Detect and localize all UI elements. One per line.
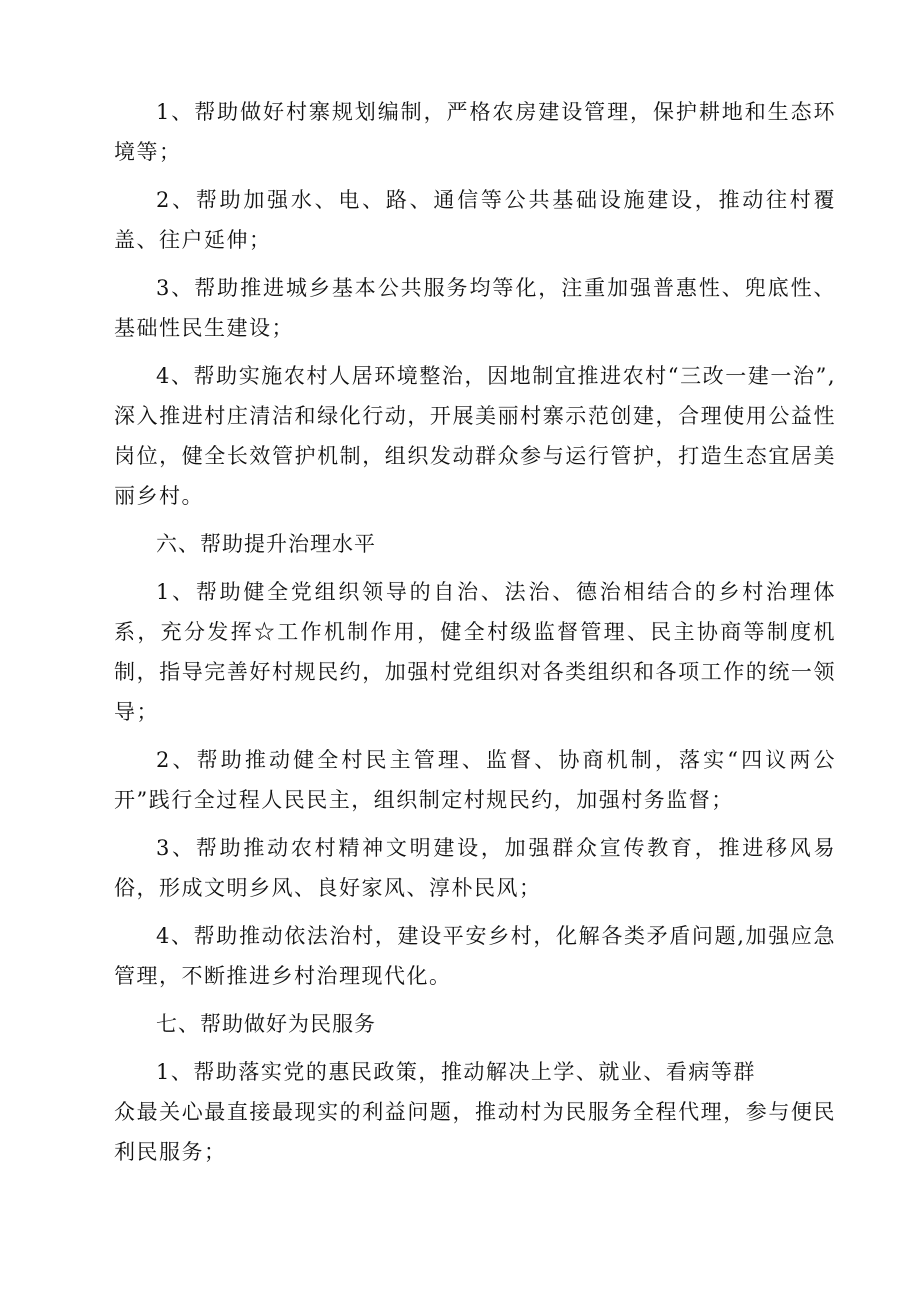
paragraph-6-2: 2、帮助推动健全村民主管理、监督、协商机制，落实“四议两公开”践行全过程人民民主，组织制定村规民约，加强村务监督； xyxy=(114,748,836,812)
paragraph-5-1: 1、帮助做好村寨规划编制，严格农房建设管理，保护耕地和生态环境等； xyxy=(114,100,836,164)
section-heading-7: 七、帮助做好为民服务 xyxy=(156,1012,376,1036)
paragraph-5-4: 4、帮助实施农村人居环境整治，因地制宜推进农村“三改一建一治”,深入推进村庄清洁和绿化行动，开展美丽村寨示范创建，合理使用公益性岗位，健全长效管护机制，组织发动群众参与运行管护，打造生态宜居美丽乡村。 xyxy=(114,364,836,508)
paragraph-6-3: 3、帮助推动农村精神文明建设，加强群众宣传教育，推进移风易俗，形成文明乡风、良好家风、淳朴民风； xyxy=(114,836,836,900)
paragraph-7-1 xyxy=(114,1052,836,1172)
paragraph-5-2: 2、帮助加强水、电、路、通信等公共基础设施建设，推动往村覆盖、往户延伸； xyxy=(114,188,836,252)
paragraph-6-4: 4、帮助推动依法治村，建设平安乡村，化解各类矛盾问题,加强应急管理，不断推进乡村治理现代化。 xyxy=(114,924,836,988)
paragraph-7-1-continuation: 众最关心最直接最现实的利益问题，推动村为民服务全程代理，参与便民利民服务； xyxy=(114,1100,836,1164)
paragraph-6-1: 1、帮助健全党组织领导的自治、法治、德治相结合的乡村治理体系，充分发挥☆工作机制作用，健全村级监督管理、民主协商等制度机制，指导完善好村规民约，加强村党组织对各类组织和各项工作的统一领导； xyxy=(114,580,836,724)
document-page xyxy=(114,92,836,1180)
paragraph-7-1-first-line: 1、帮助落实党的惠民政策，推动解决上学、就业、看病等群 xyxy=(156,1060,756,1084)
section-heading-6: 六、帮助提升治理水平 xyxy=(156,532,376,556)
paragraph-5-3: 3、帮助推进城乡基本公共服务均等化，注重加强普惠性、兜底性、基础性民生建设； xyxy=(114,276,836,340)
